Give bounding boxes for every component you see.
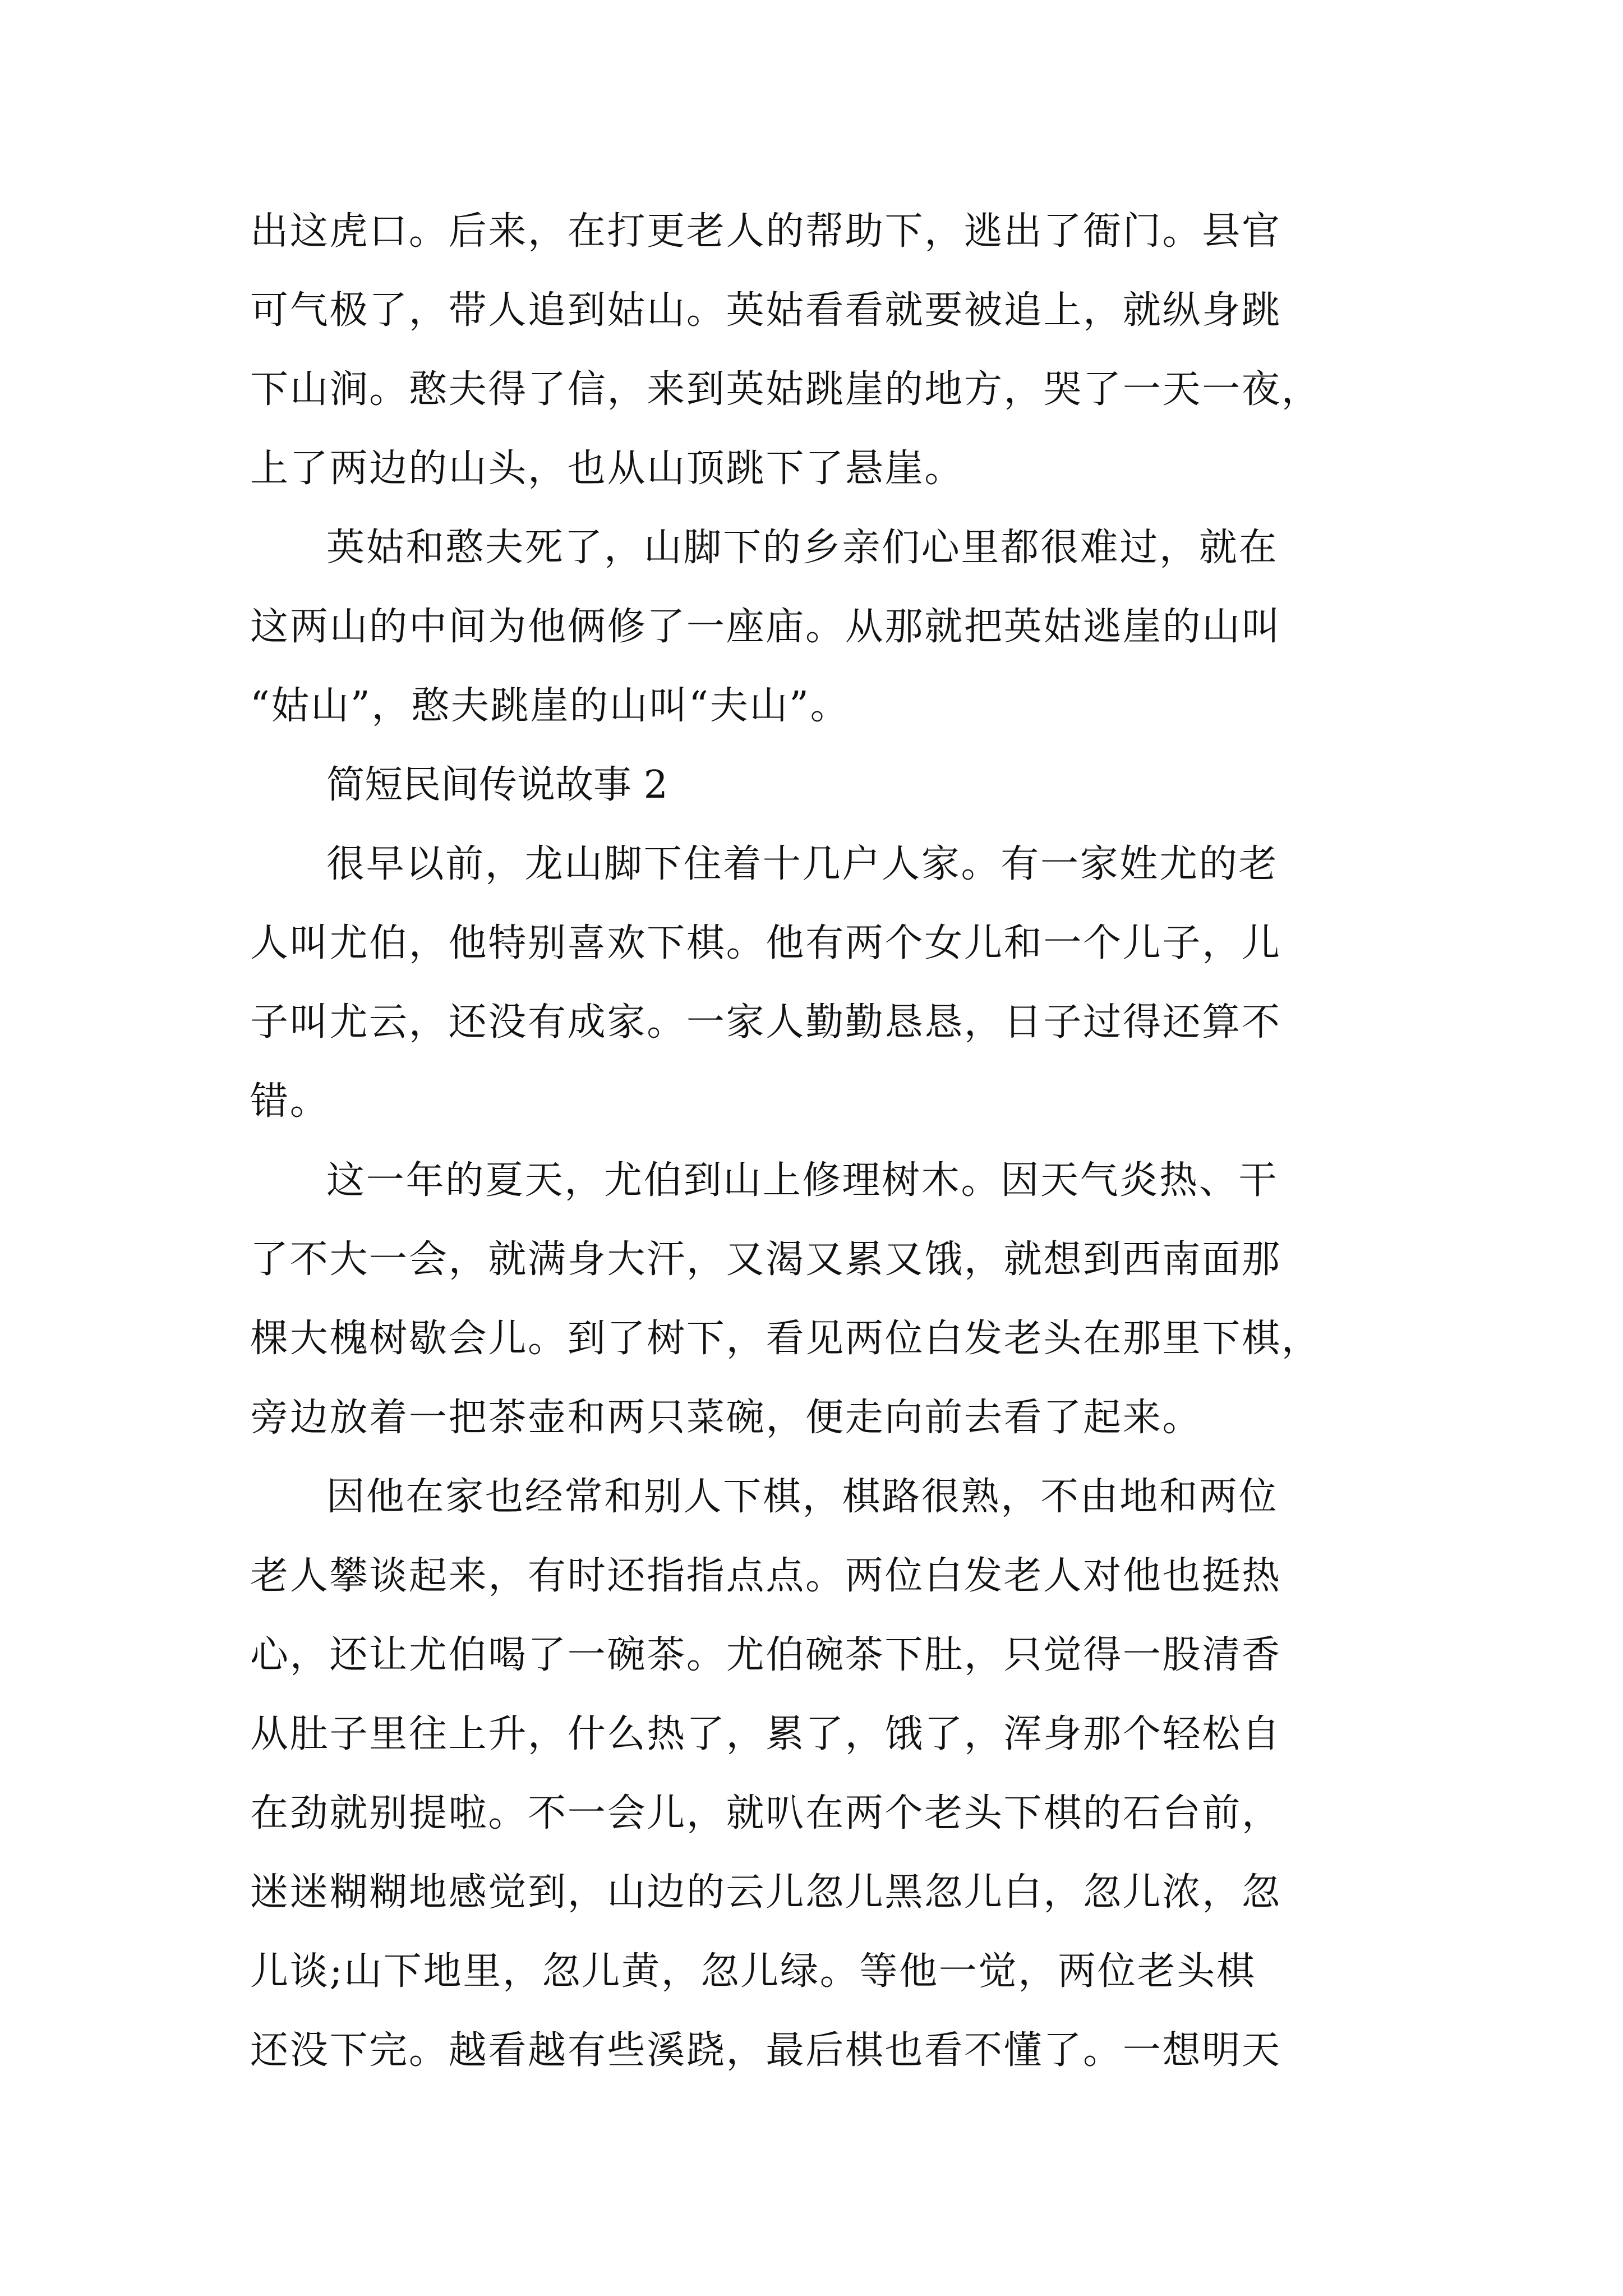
paragraph <box>250 192 1383 508</box>
text-line: 这一年的夏天，尤伯到山上修理树木。因天气炎热、干 <box>326 1158 1279 1203</box>
text-line: 棵大槐树歇会儿。到了树下，看见两位白发老头在那里下棋， <box>250 1317 1321 1361</box>
text-line: 了不大一会，就满身大汗，又渴又累又饿，就想到西南面那 <box>250 1237 1281 1282</box>
text-line: 因他在家也经常和别人下棋，棋路很熟，不由地和两位 <box>326 1475 1279 1519</box>
paragraph <box>250 1141 1383 1457</box>
text-line: 这两山的中间为他俩修了一座庙。从那就把英姑逃崖的山叫 <box>250 605 1281 649</box>
paragraph <box>250 1457 1383 2090</box>
text-line: 错。 <box>250 1079 330 1124</box>
paragraph <box>250 508 1383 746</box>
text-line: 儿谈;山下地里，忽儿黄，忽儿绿。等他一觉，两位老头棋 <box>250 1949 1256 1994</box>
paragraph <box>250 825 1383 1141</box>
text-line: 在劲就别提啦。不一会儿，就叭在两个老头下棋的石台前， <box>250 1791 1281 1835</box>
document-body <box>250 192 1383 2090</box>
text-line: 迷迷糊糊地感觉到，山边的云儿忽儿黑忽儿白，忽儿浓，忽 <box>250 1870 1281 1915</box>
text-line: 上了两边的山头，也从山顶跳下了悬崖。 <box>250 447 964 491</box>
text-line: 还没下完。越看越有些溪跷，最后棋也看不懂了。一想明天 <box>250 2028 1281 2073</box>
text-line: 下山涧。憨夫得了信，来到英姑跳崖的地方，哭了一天一夜， <box>250 367 1321 412</box>
text-line: 英姑和憨夫死了，山脚下的乡亲们心里都很难过，就在 <box>326 526 1279 570</box>
text-line: 可气极了，带人追到姑山。英姑看看就要被追上，就纵身跳 <box>250 288 1281 333</box>
text-line: 旁边放着一把茶壶和两只菜碗，便走向前去看了起来。 <box>250 1396 1202 1440</box>
text-line: 从肚子里往上升，什么热了，累了，饿了，浑身那个轻松自 <box>250 1712 1281 1756</box>
text-line: 出这虎口。后来，在打更老人的帮助下，逃出了衙门。县官 <box>250 209 1281 254</box>
text-line: 心，还让尤伯喝了一碗茶。尤伯碗茶下肚，只觉得一股清香 <box>250 1633 1281 1677</box>
text-line: 很早以前，龙山脚下住着十几户人家。有一家姓尤的老 <box>326 842 1279 886</box>
text-line: 人叫尤伯，他特别喜欢下棋。他有两个女儿和一个儿子，儿 <box>250 921 1281 965</box>
text-line: “姑山”，憨夫跳崖的山叫“夫山”。 <box>250 684 850 728</box>
text-line: 子叫尤云，还没有成家。一家人勤勤恳恳，日子过得还算不 <box>250 1000 1281 1045</box>
text-line: 老人攀谈起来，有时还指指点点。两位白发老人对他也挺热 <box>250 1554 1281 1598</box>
section-heading: 简短民间传说故事 2 <box>326 763 668 807</box>
